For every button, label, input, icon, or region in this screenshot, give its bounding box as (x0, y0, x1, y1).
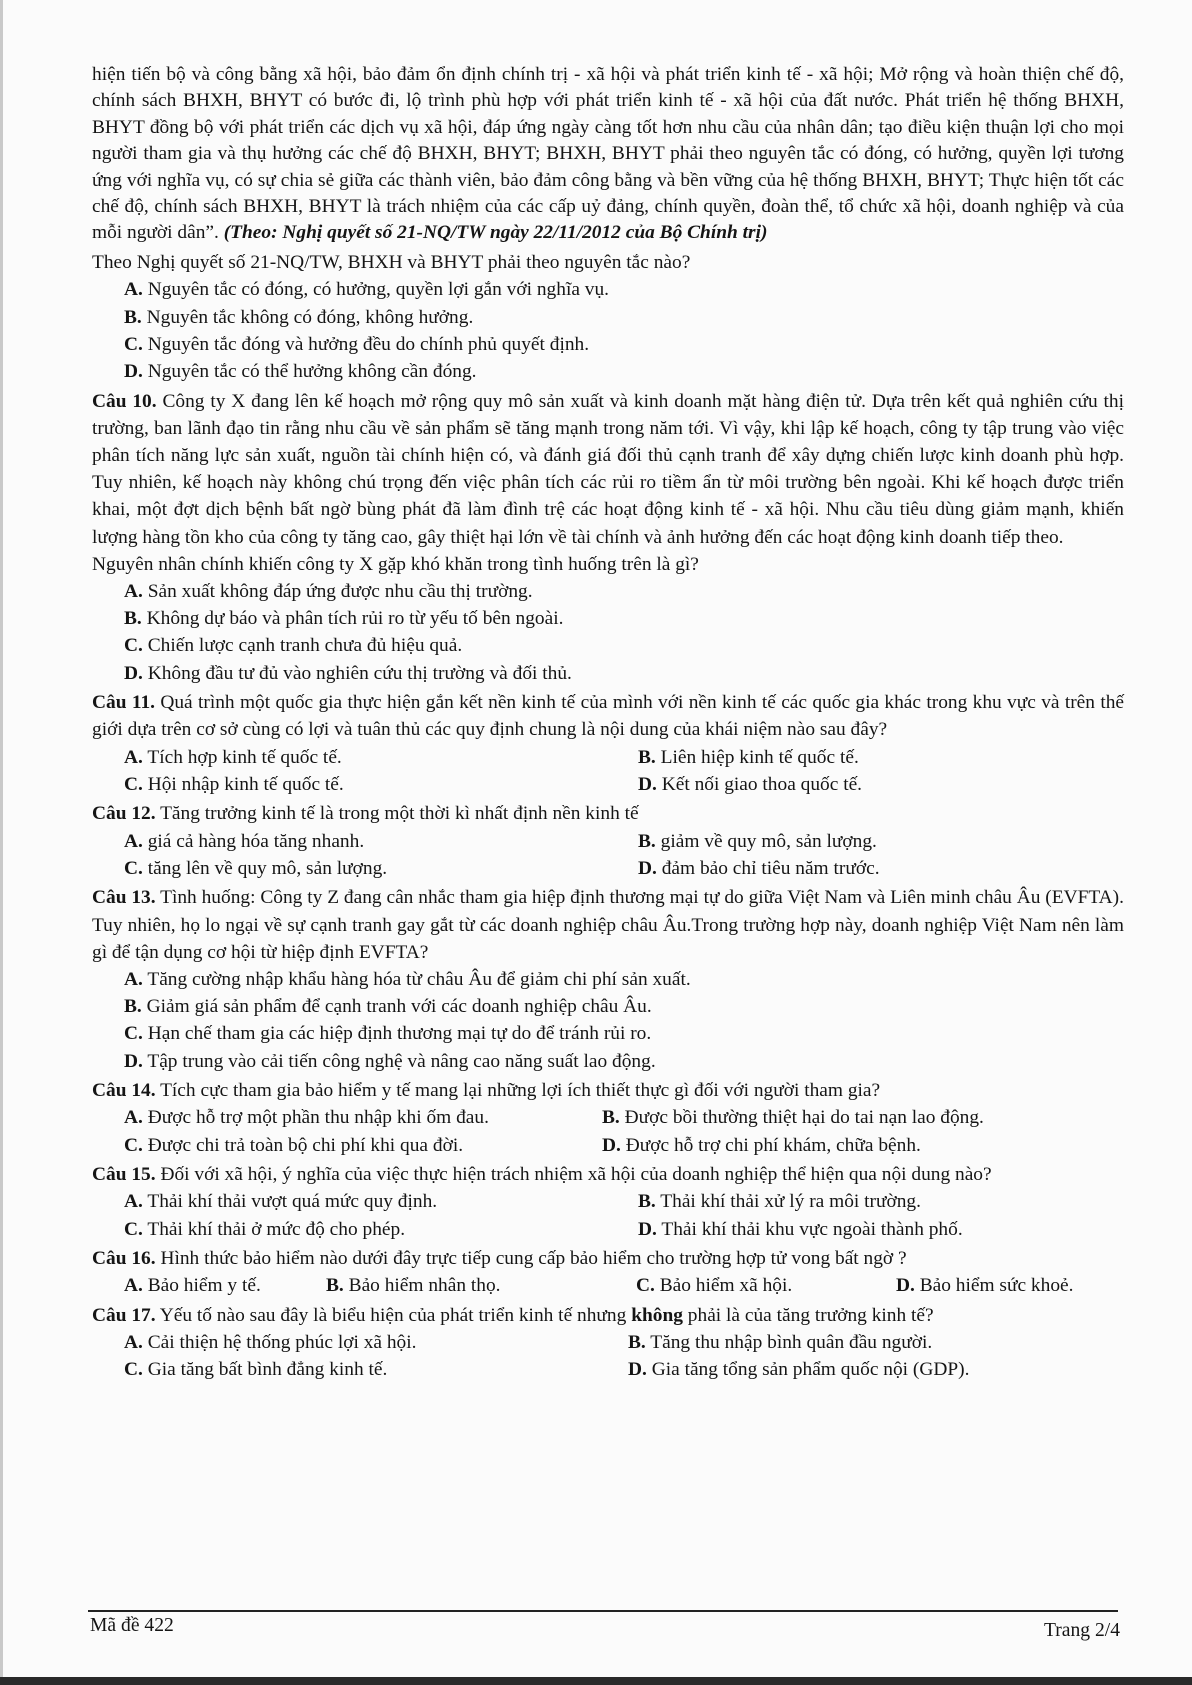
question-9-stem: Theo Nghị quyết số 21-NQ/TW, BHXH và BHYT phải theo nguyên tắc nào? (92, 252, 691, 274)
question-15-option-c: C. Thải khí thải ở mức độ cho phép. (124, 1218, 406, 1240)
question-9 (92, 249, 1124, 385)
question-13-option-b: B. Giảm giá sản phẩm để cạnh tranh với các doanh nghiệp châu Âu. (124, 996, 652, 1018)
question-16-option-d: D. Bảo hiểm sức khoẻ. (896, 1275, 1074, 1297)
question-11-options (92, 744, 1124, 798)
question-13-option-d: D. Tập trung vào cải tiến công nghệ và nâng cao năng suất lao động. (124, 1050, 656, 1072)
page-number: Trang 2/4 (1043, 1620, 1120, 1641)
question-17-option-c: C. Gia tăng bất bình đẳng kinh tế. (124, 1359, 388, 1381)
question-12-option-b: B. giảm về quy mô, sản lượng. (638, 830, 877, 852)
question-15-option-d: D. Thải khí thải khu vực ngoài thành phố. (638, 1218, 963, 1240)
question-13 (92, 884, 1124, 1074)
question-14-options (92, 1104, 1124, 1158)
question-11-option-b: B. Liên hiệp kinh tế quốc tế. (638, 746, 859, 768)
question-17-options (92, 1329, 1124, 1383)
question-9-option-a: A. Nguyên tắc có đóng, có hưởng, quyền lợi gắn với nghĩa vụ. (124, 279, 610, 301)
question-13-option-c: C. Hạn chế tham gia các hiệp định thương mại tự do để tránh rủi ro. (124, 1023, 652, 1045)
question-10-text: Câu 10. Công ty X đang lên kế hoạch mở rộng quy mô sản xuất và kinh doanh mặt hàng điện tử. Dựa trên kết quả nghiên cứu thị trường, ban lãnh đạo tin rằng nhu cầu về sản phẩm sẽ tăng mạnh trong năm tới. Vì vậy, khi lập kế hoạch, công ty tập trung vào việc phân tích năng lực sản xuất, nguồn tài chính hiện có, và đánh giá đối thủ cạnh tranh để xây dựng chiến lược kinh doanh phù hợp. Tuy nhiên, kế hoạch này không chú trọng đến việc phân tích các rủi ro tiềm ẩn từ môi trường bên ngoài. Khi kế hoạch được triển khai, một đợt dịch bệnh bất ngờ bùng phát đã làm đình trệ các hoạt động kinh tế - xã hội. Nhu cầu tiêu dùng giảm mạnh, khiến lượng hàng tồn kho của công ty tăng cao, gây thiệt hại lớn về tài chính và ảnh hưởng đến các hoạt động kinh doanh tiếp theo. (92, 390, 1125, 548)
question-11-option-a: A. Tích hợp kinh tế quốc tế. (124, 746, 342, 768)
question-10-option-a: A. Sản xuất không đáp ứng được nhu cầu thị trường. (124, 581, 533, 603)
question-12-option-a: A. giá cả hàng hóa tăng nhanh. (124, 830, 365, 852)
question-10-option-d: D. Không đầu tư đủ vào nghiên cứu thị trường và đối thủ. (124, 662, 572, 684)
question-13-text: Câu 13. Tình huống: Công ty Z đang cân nhắc tham gia hiệp định thương mại tự do giữa Việt Nam và Liên minh châu Âu (EVFTA). Tuy nhiên, họ lo ngại về sự cạnh tranh gay gắt từ các doanh nghiệp châu Âu.Trong trường hợp này, doanh nghiệp Việt Nam nên làm gì để tận dụng cơ hội từ hiệp định EVFTA? (92, 887, 1124, 963)
exam-code: Mã đề 422 (90, 1615, 174, 1636)
question-14-text: Câu 14. Tích cực tham gia bảo hiểm y tế mang lại những lợi ích thiết thực gì đối với người tham gia? (92, 1080, 881, 1102)
question-16-option-b: B. Bảo hiểm nhân thọ. (326, 1275, 501, 1297)
question-12-option-d: D. đảm bảo chỉ tiêu năm trước. (638, 857, 880, 879)
footer-divider (88, 1610, 1118, 1612)
question-12-option-c: C. tăng lên về quy mô, sản lượng. (124, 857, 388, 879)
question-14-option-c: C. Được chi trả toàn bộ chi phí khi qua đời. (124, 1134, 464, 1156)
passage (92, 62, 1124, 247)
question-11-option-d: D. Kết nối giao thoa quốc tế. (638, 773, 863, 795)
exam-page (92, 62, 1124, 1384)
question-10-option-c: C. Chiến lược cạnh tranh chưa đủ hiệu quả. (124, 635, 463, 657)
scan-margin-line (0, 0, 3, 1685)
question-9-option-c: C. Nguyên tắc đóng và hưởng đều do chính phủ quyết định. (124, 333, 590, 355)
question-9-option-d: D. Nguyên tắc có thể hưởng không cần đóng. (124, 361, 477, 383)
question-16-text: Câu 16. Hình thức bảo hiểm nào dưới đây trực tiếp cung cấp bảo hiểm cho trường hợp tử vong bất ngờ ? (92, 1248, 907, 1270)
question-11-label: Câu 11. (92, 692, 155, 714)
question-16 (92, 1245, 1124, 1299)
question-15-text: Câu 15. Đối với xã hội, ý nghĩa của việc thực hiện trách nhiệm xã hội của doanh nghiệp thể hiện qua nội dung nào? (92, 1164, 992, 1186)
question-16-options (92, 1272, 1124, 1299)
question-12-options (92, 828, 1124, 882)
question-10-label: Câu 10. (92, 390, 157, 412)
question-11-option-c: C. Hội nhập kinh tế quốc tế. (124, 773, 344, 795)
question-14-option-b: B. Được bồi thường thiệt hại do tai nạn lao động. (602, 1107, 984, 1129)
question-15-option-a: A. Thải khí thải vượt quá mức quy định. (124, 1191, 438, 1213)
question-13-label: Câu 13. (92, 887, 156, 909)
question-14 (92, 1077, 1124, 1159)
scan-bottom-edge (0, 1677, 1192, 1685)
question-11-text: Câu 11. Quá trình một quốc gia thực hiện gắn kết nền kinh tế của mình với nền kinh tế các quốc gia khác trong khu vực và trên thế giới dựa trên cơ sở cùng có lợi và tuân thủ các quy định chung là nội dung của khái niệm nào sau đây? (92, 692, 1125, 741)
question-15 (92, 1161, 1124, 1243)
question-17-text: Câu 17. Yếu tố nào sau đây là biểu hiện của phát triển kinh tế nhưng không phải là của tăng trưởng kinh tế? (92, 1305, 934, 1327)
question-16-label: Câu 16. (92, 1248, 156, 1270)
passage-body: hiện tiến bộ và công bằng xã hội, bảo đảm ổn định chính trị - xã hội và phát triển kinh tế - xã hội; Mở rộng và hoàn thiện chế độ, chính sách BHXH, BHYT có bước đi, lộ trình phù hợp với phát triển kinh tế - xã hội của đất nước. Phát triển hệ thống BHXH, BHYT đồng bộ với phát triển các dịch vụ xã hội, đáp ứng ngày càng tốt hơn nhu cầu của nhân dân; tạo điều kiện thuận lợi cho mọi người tham gia và thụ hưởng các chế độ BHXH, BHYT; BHXH, BHYT phải theo nguyên tắc có đóng, có hưởng, quyền lợi tương ứng với nghĩa vụ, có sự chia sẻ giữa các thành viên, bảo đảm công bằng và bền vững của hệ thống BHXH, BHYT; Thực hiện tốt các chế độ, chính sách BHXH, BHYT là trách nhiệm của các cấp uỷ đảng, chính quyền, đoàn thể, tổ chức xã hội, doanh nghiệp và của mỗi người dân”. (92, 64, 1124, 244)
question-16-option-c: C. Bảo hiểm xã hội. (636, 1275, 793, 1297)
question-14-option-a: A. Được hỗ trợ một phần thu nhập khi ốm đau. (124, 1107, 489, 1129)
question-12-label: Câu 12. (92, 803, 156, 825)
question-15-option-b: B. Thải khí thải xử lý ra môi trường. (638, 1191, 921, 1213)
question-15-options (92, 1188, 1124, 1242)
question-14-label: Câu 14. (92, 1080, 156, 1102)
question-16-option-a: A. Bảo hiểm y tế. (124, 1275, 261, 1297)
question-13-option-a: A. Tăng cường nhập khẩu hàng hóa từ châu Âu để giảm chi phí sản xuất. (124, 969, 691, 991)
question-17-option-d: D. Gia tăng tổng sản phẩm quốc nội (GDP). (628, 1359, 970, 1381)
question-10 (92, 388, 1124, 687)
question-17-option-b: B. Tăng thu nhập bình quân đầu người. (628, 1332, 933, 1354)
question-10-option-b: B. Không dự báo và phân tích rủi ro từ yếu tố bên ngoài. (124, 608, 564, 630)
question-17-option-a: A. Cải thiện hệ thống phúc lợi xã hội. (124, 1332, 417, 1354)
question-12-text: Câu 12. Tăng trưởng kinh tế là trong một thời kì nhất định nền kinh tế (92, 803, 639, 825)
question-17 (92, 1302, 1124, 1384)
question-10-stem: Nguyên nhân chính khiến công ty X gặp khó khăn trong tình huống trên là gì? (92, 553, 699, 575)
question-11 (92, 689, 1124, 798)
question-9-option-b: B. Nguyên tắc không có đóng, không hưởng. (124, 306, 474, 328)
question-12 (92, 800, 1124, 882)
question-17-label: Câu 17. (92, 1305, 156, 1327)
passage-source: (Theo: Nghị quyết số 21-NQ/TW ngày 22/11/2012 của Bộ Chính trị) (223, 222, 768, 244)
question-15-label: Câu 15. (92, 1164, 156, 1186)
question-14-option-d: D. Được hỗ trợ chi phí khám, chữa bệnh. (602, 1134, 921, 1156)
